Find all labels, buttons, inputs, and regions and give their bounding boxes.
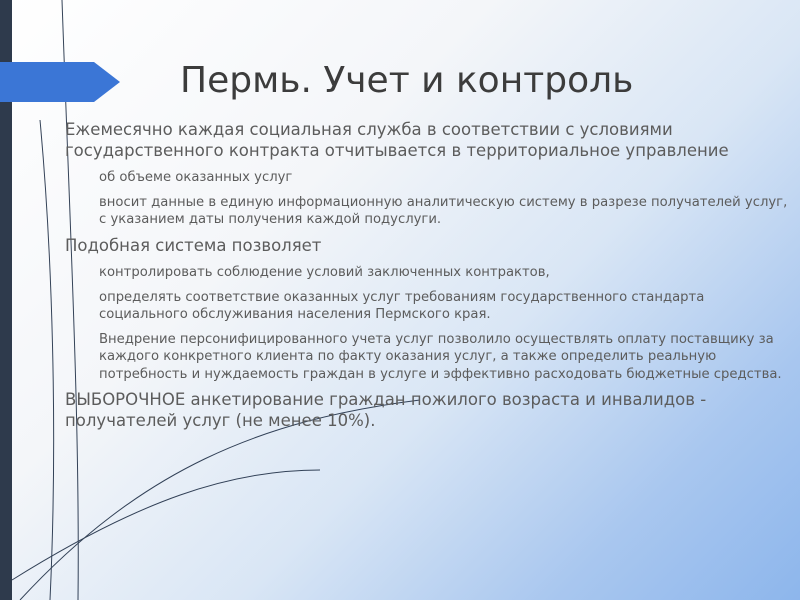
sub-bullet-text: Внедрение персонифицированного учета услуг позволило осуществлять оплату поставщику за каждого конкретного клиента по факту оказания услуг, а также определить реальную потребность и нуждаемость граждан в услуге и эффективно расходовать бюджетные средства. bbox=[99, 331, 782, 382]
sub-bullet-text: контролировать соблюдение условий заключенных контрактов, bbox=[99, 265, 550, 280]
bullet-item bbox=[38, 236, 788, 257]
slide-title: Пермь. Учет и контроль bbox=[180, 60, 634, 101]
bullet-item bbox=[38, 120, 788, 161]
sub-bullet-item bbox=[72, 264, 788, 282]
sub-bullet-text: определять соответствие оказанных услуг требованиям государственного стандарта социального обслуживания населения Пермского края. bbox=[99, 289, 705, 322]
sub-bullet-item bbox=[72, 331, 788, 384]
slide-content bbox=[38, 120, 788, 439]
bullet-text: ВЫБОРОЧНОЕ анкетирование граждан пожилого возраста и инвалидов - получателей услуг (не менее 10%). bbox=[65, 390, 707, 430]
bullet-item bbox=[38, 390, 788, 431]
sub-bullet-item bbox=[72, 169, 788, 187]
sub-bullet-item bbox=[72, 289, 788, 324]
bullet-text: Ежемесячно каждая социальная служба в соответствии с условиями государственного контракта отчитывается в территориальное управление bbox=[65, 120, 729, 160]
sub-bullet-text: об объеме оказанных услуг bbox=[99, 170, 293, 185]
sub-bullet-item bbox=[72, 194, 788, 229]
bullet-text: Подобная система позволяет bbox=[65, 235, 322, 255]
sub-bullet-text: вносит данные в единую информационную аналитическую систему в разрезе получателей услуг, с указанием даты получения каждой подуслуги. bbox=[99, 194, 788, 227]
